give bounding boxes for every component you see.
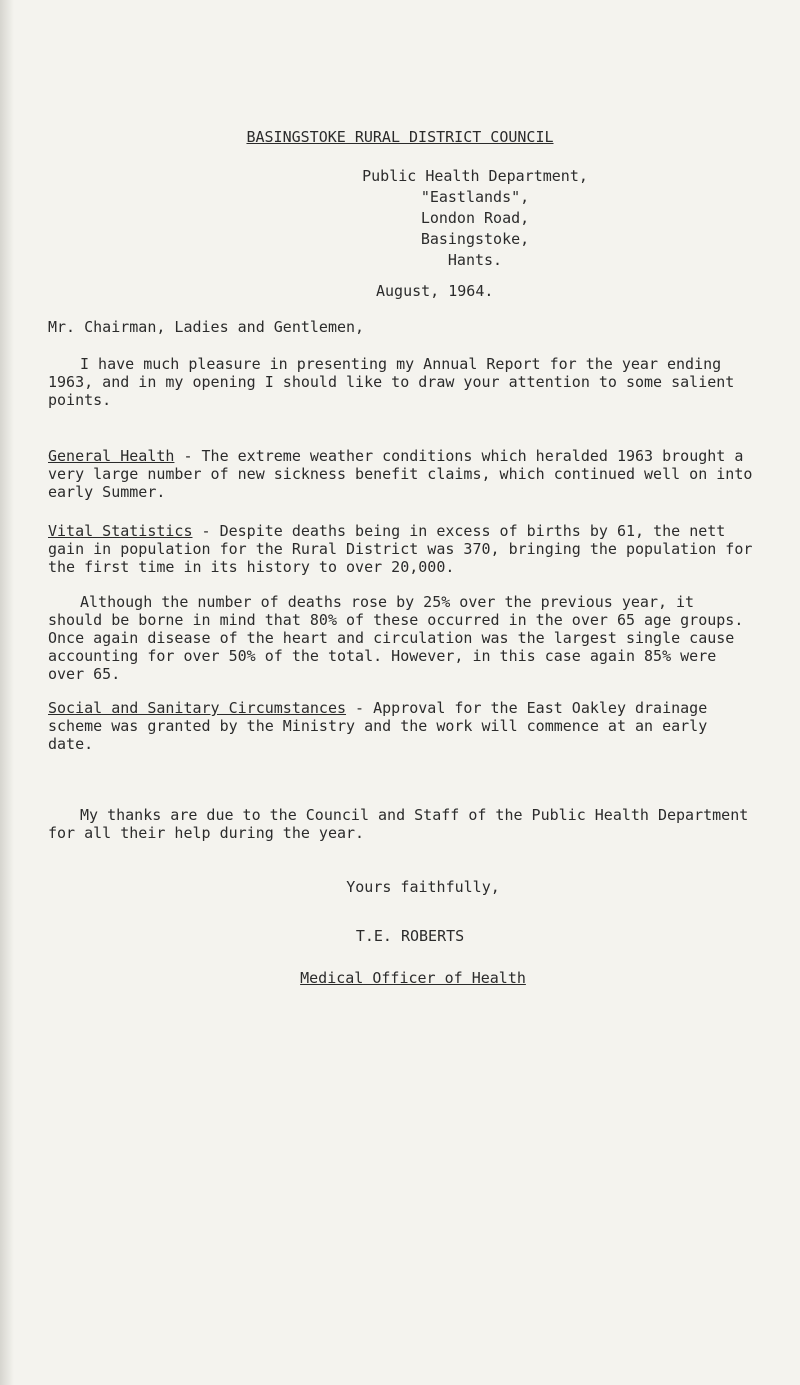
general-health-text: - The extreme weather conditions which heralded 1963 brought a very large number of new sickness benefit claims, which continued well on into early Summer. [48,447,753,501]
vital-statistics-paragraph [48,522,754,576]
address-line-1: Public Health Department, [362,167,588,185]
address-line-4: Basingstoke, [420,230,530,248]
salutation: Mr. Chairman, Ladies and Gentlemen, [48,318,365,336]
signatory-name: T.E. ROBERTS [355,927,465,945]
address-line-5: Hants. [447,251,503,269]
social-sanitary-title: Social and Sanitary Circumstances [48,699,347,717]
intro-text: I have much pleasure in presenting my Annual Report for the year ending 1963, and in my opening I should like to draw your attention to some salient points. [48,355,735,409]
thanks-text: My thanks are due to the Council and Staff of the Public Health Department for all their help during the year. [48,806,749,842]
address-line-3: London Road, [420,209,530,227]
letter-date: August, 1964. [376,282,494,300]
general-health-title: General Health [48,447,175,465]
social-sanitary-paragraph [48,699,754,753]
deaths-text: Although the number of deaths rose by 25% over the previous year, it should be borne in mind that 80% of these occurred in the over 65 age groups. Once again disease of the heart and circulation was the largest single cause accounting for over 50% of the total. However, in this case again 85% were over 65. [48,593,744,683]
deaths-paragraph [48,593,754,683]
general-health-paragraph [48,447,754,501]
vital-statistics-title: Vital Statistics [48,522,193,540]
intro-paragraph [48,355,754,409]
council-heading: BASINGSTOKE RURAL DISTRICT COUNCIL [246,128,554,146]
thanks-paragraph [48,806,754,842]
signatory-title: Medical Officer of Health [300,969,526,987]
address-line-2: "Eastlands", [420,188,530,206]
social-sanitary-text: - Approval for the East Oakley drainage scheme was granted by the Ministry and the work will commence at an early date. [48,699,708,753]
sender-address [0,166,800,271]
vital-statistics-text: - Despite deaths being in excess of births by 61, the nett gain in population for the Rural District was 370, bringing the population for the first time in its history to over 20,000. [48,522,753,576]
closing-phrase: Yours faithfully, [346,878,500,896]
